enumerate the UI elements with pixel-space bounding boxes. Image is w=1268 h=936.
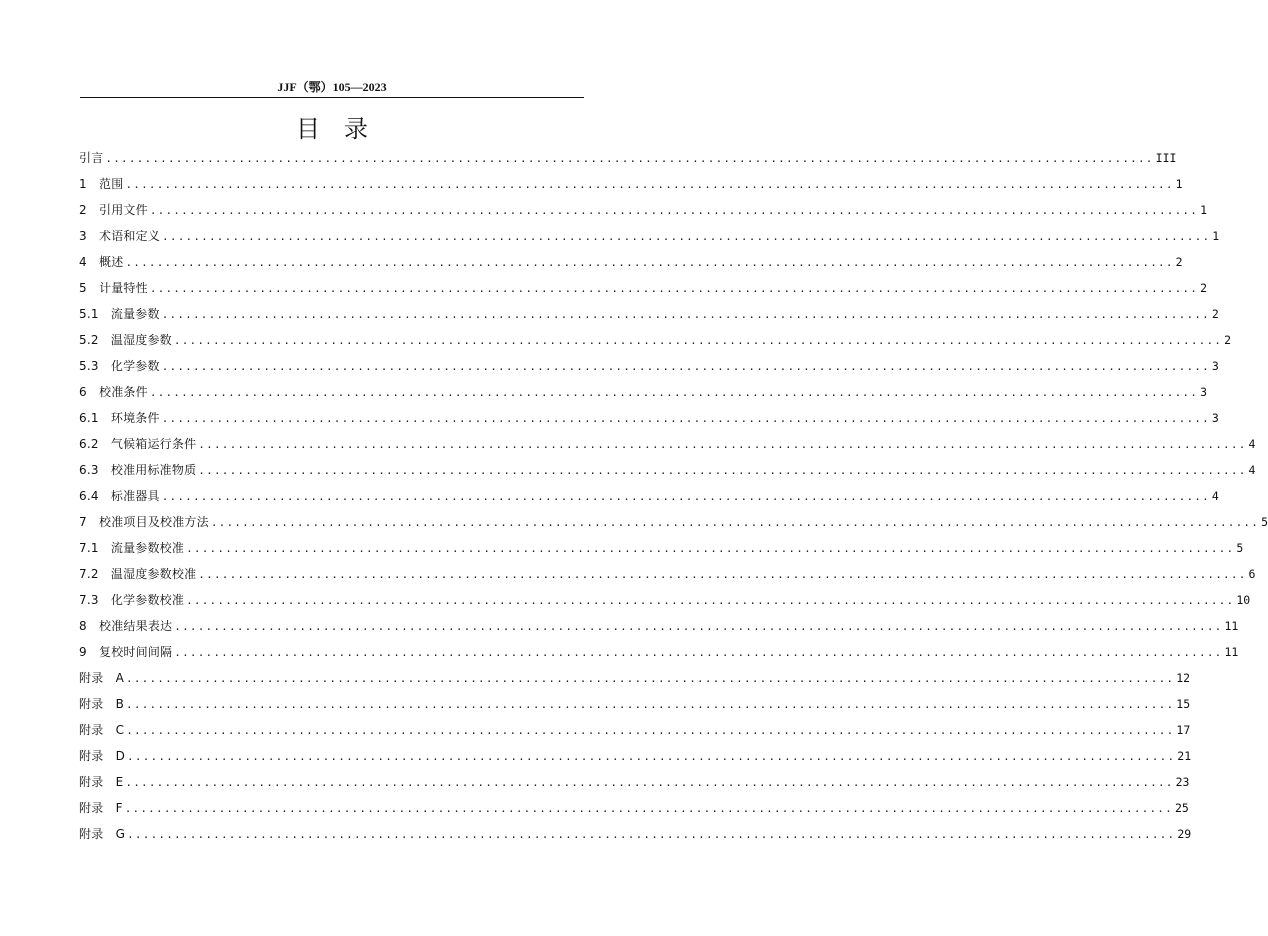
toc-leader-dots: ...................................................................................................................................... <box>198 464 1247 477</box>
toc-leader-dots: ...................................................................................................................................... <box>105 152 1154 165</box>
toc-entry-6-3[interactable] <box>79 457 1256 483</box>
toc-leader-dots: ...................................................................................................................................... <box>161 412 1210 425</box>
toc-entry-label: 5 计量特性 <box>79 281 148 295</box>
toc-page-number: 2 <box>1211 307 1219 321</box>
toc-entry-5-3[interactable] <box>79 353 1219 379</box>
toc-entry-intro[interactable] <box>79 145 1177 171</box>
toc-entry-label: 1 范围 <box>79 177 124 191</box>
toc-entry-label: 附录 E <box>79 775 124 789</box>
toc-page-number: 15 <box>1176 697 1191 711</box>
toc-entry-label: 4 概述 <box>79 255 124 269</box>
toc-entry-5-1[interactable] <box>79 301 1219 327</box>
toc-page-number: 1 <box>1175 177 1183 191</box>
toc-entry-label: 附录 B <box>79 697 125 711</box>
toc-leader-dots: ...................................................................................................................................... <box>173 334 1223 347</box>
toc-entry-label: 3 术语和定义 <box>79 229 161 243</box>
toc-entry-label: 7.1 流量参数校准 <box>79 541 185 555</box>
toc-entry-label: 附录 A <box>79 671 125 685</box>
toc-leader-dots: ...................................................................................................................................... <box>162 230 1211 243</box>
toc-entry-appendix-b[interactable] <box>79 691 1191 717</box>
toc-entry-appendix-d[interactable] <box>79 743 1192 769</box>
toc-page-number: 1 <box>1212 229 1220 243</box>
toc-entry-label: 8 校准结果表达 <box>79 619 173 633</box>
toc-entry-label: 5.3 化学参数 <box>79 359 160 373</box>
toc-leader-dots: ...................................................................................................................................... <box>186 594 1235 607</box>
page-title: 目 录 <box>296 115 368 143</box>
toc-entry-1[interactable] <box>79 171 1183 197</box>
toc-entry-label: 5.2 温湿度参数 <box>79 333 172 347</box>
toc-page-number: 2 <box>1224 333 1232 347</box>
toc-page-number: 17 <box>1176 723 1191 737</box>
toc-entry-6-2[interactable] <box>79 431 1256 457</box>
document-header: JJF（鄂）105—2023 <box>277 80 387 94</box>
toc-leader-dots: ...................................................................................................................................... <box>126 698 1175 711</box>
toc-leader-dots: ...................................................................................................................................... <box>198 438 1247 451</box>
toc-entry-appendix-e[interactable] <box>79 769 1190 795</box>
toc-entry-label: 附录 D <box>79 749 126 763</box>
toc-entry-7-1[interactable] <box>79 535 1244 561</box>
toc-entry-label: 7.3 化学参数校准 <box>79 593 185 607</box>
toc-entry-label: 9 复校时间间隔 <box>79 645 173 659</box>
toc-leader-dots: ...................................................................................................................................... <box>186 542 1235 555</box>
toc-leader-dots: ...................................................................................................................................... <box>125 776 1174 789</box>
toc-entry-appendix-a[interactable] <box>79 665 1191 691</box>
toc-leader-dots: ...................................................................................................................................... <box>161 490 1210 503</box>
toc-entry-appendix-f[interactable] <box>79 795 1189 821</box>
toc-leader-dots: ...................................................................................................................................... <box>124 802 1173 815</box>
toc-entry-label: 附录 C <box>79 723 125 737</box>
toc-entry-label: 2 引用文件 <box>79 203 148 217</box>
toc-leader-dots: ...................................................................................................................................... <box>125 256 1174 269</box>
toc-entry-5[interactable] <box>79 275 1208 301</box>
toc-leader-dots: ...................................................................................................................................... <box>127 750 1176 763</box>
toc-leader-dots: ...................................................................................................................................... <box>125 178 1174 191</box>
toc-entry-6-1[interactable] <box>79 405 1219 431</box>
toc-page-number: 1 <box>1200 203 1208 217</box>
toc-page-number: 3 <box>1211 359 1219 373</box>
toc-leader-dots: ...................................................................................................................................... <box>149 386 1199 399</box>
toc-page-number: 11 <box>1224 619 1239 633</box>
toc-entry-6[interactable] <box>79 379 1208 405</box>
toc-entry-7-2[interactable] <box>79 561 1256 587</box>
toc-entry-label: 附录 G <box>79 827 126 841</box>
toc-page-number: 3 <box>1211 411 1219 425</box>
toc-entry-label: 6.3 校准用标准物质 <box>79 463 197 477</box>
toc-leader-dots: ...................................................................................................................................... <box>161 360 1210 373</box>
toc-entry-7[interactable] <box>79 509 1268 535</box>
toc-entry-label: 引言 <box>79 151 104 165</box>
toc-page-number: 11 <box>1224 645 1239 659</box>
toc-entry-3[interactable] <box>79 223 1220 249</box>
toc-entry-appendix-g[interactable] <box>79 821 1192 847</box>
toc-leader-dots: ...................................................................................................................................... <box>174 646 1223 659</box>
toc-page-number: 5 <box>1261 515 1268 529</box>
toc-entry-9[interactable] <box>79 639 1239 665</box>
toc-entry-label: 7 校准项目及校准方法 <box>79 515 209 529</box>
toc-page-number: 12 <box>1176 671 1191 685</box>
toc-page-number: 3 <box>1200 385 1208 399</box>
toc-page-number: 25 <box>1174 801 1189 815</box>
toc-leader-dots: ...................................................................................................................................... <box>198 568 1247 581</box>
toc-page-number: 4 <box>1248 437 1256 451</box>
toc-page-number: 2 <box>1175 255 1183 269</box>
toc-leader-dots: ...................................................................................................................................... <box>126 672 1175 685</box>
toc-page-number: 4 <box>1248 463 1256 477</box>
toc-page-number: 2 <box>1200 281 1208 295</box>
toc-page-number: 10 <box>1236 593 1251 607</box>
toc-leader-dots: ...................................................................................................................................... <box>149 204 1199 217</box>
toc-entry-7-3[interactable] <box>79 587 1251 613</box>
toc-leader-dots: ...................................................................................................................................... <box>174 620 1223 633</box>
toc-page-number: 29 <box>1177 827 1192 841</box>
toc-entry-label: 6 校准条件 <box>79 385 148 399</box>
toc-page-number: 4 <box>1211 489 1219 503</box>
toc-page-number: III <box>1155 151 1177 165</box>
table-of-contents <box>79 145 1268 847</box>
toc-leader-dots: ...................................................................................................................................... <box>149 282 1199 295</box>
toc-page-number: 21 <box>1177 749 1192 763</box>
toc-leader-dots: ...................................................................................................................................... <box>127 828 1176 841</box>
toc-leader-dots: ...................................................................................................................................... <box>210 516 1260 529</box>
toc-entry-label: 5.1 流量参数 <box>79 307 160 321</box>
toc-entry-5-2[interactable] <box>79 327 1232 353</box>
toc-entry-label: 6.1 环境条件 <box>79 411 160 425</box>
toc-entry-label: 附录 F <box>79 801 123 815</box>
toc-leader-dots: ...................................................................................................................................... <box>126 724 1175 737</box>
toc-entry-6-4[interactable] <box>79 483 1219 509</box>
header-divider <box>80 97 584 98</box>
toc-page-number: 23 <box>1175 775 1190 789</box>
toc-entry-label: 6.4 标准器具 <box>79 489 160 503</box>
toc-entry-label: 6.2 气候箱运行条件 <box>79 437 197 451</box>
toc-entry-label: 7.2 温湿度参数校准 <box>79 567 197 581</box>
toc-entry-4[interactable] <box>79 249 1183 275</box>
toc-entry-2[interactable] <box>79 197 1208 223</box>
toc-entry-8[interactable] <box>79 613 1239 639</box>
toc-leader-dots: ...................................................................................................................................... <box>161 308 1210 321</box>
toc-entry-appendix-c[interactable] <box>79 717 1191 743</box>
toc-page-number: 5 <box>1236 541 1244 555</box>
toc-page-number: 6 <box>1248 567 1256 581</box>
